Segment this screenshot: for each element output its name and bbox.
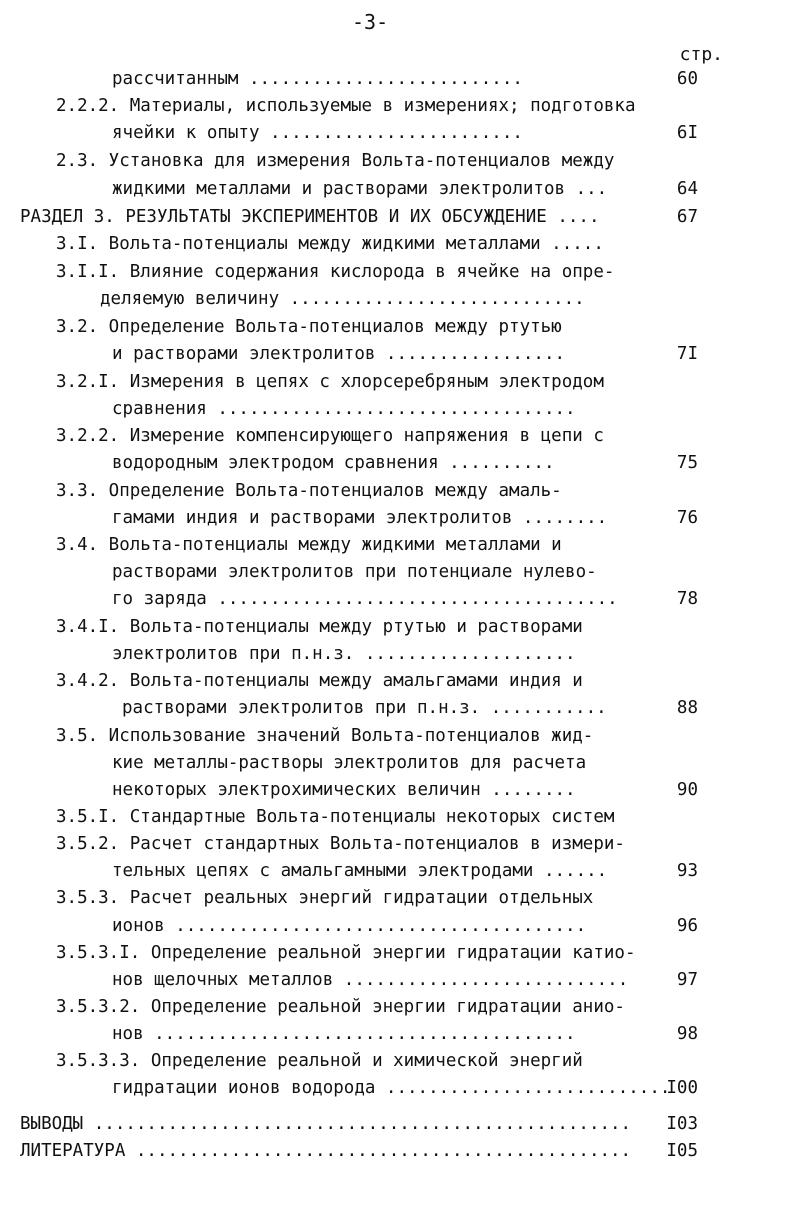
toc-line: 3.5.3.2. Определение реальной энергии гидратации анио-	[56, 997, 625, 1017]
toc-line: 2.3. Установка для измерения Вольта-потенциалов между	[56, 151, 615, 171]
toc-line: некоторых электрохимических величин ........	[112, 780, 576, 800]
toc-page: 6I	[676, 123, 698, 143]
toc-page: 64	[676, 179, 698, 199]
toc-line: тельных цепях с амальгамными электродами ......	[112, 861, 608, 881]
toc-page: 88	[676, 698, 698, 718]
toc-line: ЛИТЕРАТУРА ...............................................	[20, 1141, 632, 1161]
toc-line: и растворами электролитов .................	[112, 344, 566, 364]
toc-page: 76	[676, 508, 698, 528]
toc-line: 3.2.I. Измерения в цепях с хлорсеребряным электродом	[56, 372, 604, 392]
toc-page: 75	[676, 453, 698, 473]
toc-line: 3.4.2. Вольта-потенциалы между амальгамами индия и	[56, 671, 583, 691]
page-number: -3-	[352, 10, 389, 34]
toc-line: 3.5.2. Расчет стандартных Вольта-потенциалов в измери-	[56, 834, 625, 854]
toc-line: 3.5.I. Стандартные Вольта-потенциалы некоторых систем	[56, 807, 615, 827]
toc-line: жидкими металлами и растворами электролитов ...	[112, 179, 608, 199]
toc-page: 90	[676, 780, 698, 800]
toc-line: 3.5.3.I. Определение реальной энергии гидратации катио-	[56, 943, 636, 963]
toc-line: РАЗДЕЛ 3. РЕЗУЛЬТАТЫ ЭКСПЕРИМЕНТОВ И ИХ ОБСУЖДЕНИЕ ....	[20, 207, 600, 227]
toc-line: го заряда ......................................	[112, 589, 618, 609]
toc-line: кие металлы-растворы электролитов для расчета	[112, 753, 587, 773]
toc-page: 98	[676, 1024, 698, 1044]
toc-line: нов ........................................	[112, 1024, 576, 1044]
toc-page: 67	[676, 207, 698, 227]
toc-line: растворами электролитов при п.н.з. ...........	[122, 698, 607, 718]
toc-line: 2.2.2. Материалы, используемые в измерениях; подготовка	[56, 96, 636, 116]
toc-line: 3.2. Определение Вольта-потенциалов между ртутью	[56, 317, 562, 337]
toc-line: гидратации ионов водорода ...........................	[112, 1078, 671, 1098]
toc-page: 60	[676, 69, 698, 89]
toc-page: 93	[676, 861, 698, 881]
toc-line: электролитов при п.н.з. ....................	[112, 644, 576, 664]
toc-line: 3.4. Вольта-потенциалы между жидкими металлами и	[56, 535, 562, 555]
toc-line: ВЫВОДЫ ...................................................	[20, 1114, 632, 1134]
toc-line: 3.5. Использование значений Вольта-потенциалов жид-	[56, 726, 594, 746]
toc-page: I05	[666, 1141, 698, 1161]
toc-line: 3.4.I. Вольта-потенциалы между ртутью и растворами	[56, 617, 583, 637]
toc-line: 3.2.2. Измерение компенсирующего напряжения в цепи с	[56, 426, 604, 446]
toc-line: деляемую величину ............................	[100, 289, 585, 309]
toc-page: 96	[676, 916, 698, 936]
toc-line: нов щелочных металлов ...........................	[112, 970, 629, 990]
toc-page: I03	[666, 1114, 698, 1134]
toc-page: 7I	[676, 344, 698, 364]
toc-line: сравнения ..................................	[112, 399, 576, 419]
toc-page: 97	[676, 970, 698, 990]
toc-line: ионов .......................................	[112, 916, 587, 936]
toc-line: рассчитанным ..........................	[112, 69, 523, 89]
toc-page: 78	[676, 589, 698, 609]
toc-line: 3.I. Вольта-потенциалы между жидкими металлами .....	[56, 234, 604, 254]
toc-line: 3.I.I. Влияние содержания кислорода в ячейке на опре-	[56, 262, 615, 282]
toc-line: водородным электродом сравнения ..........	[112, 453, 555, 473]
toc-line: 3.3. Определение Вольта-потенциалов между амаль-	[56, 481, 562, 501]
page-column-header: стр.	[679, 44, 723, 65]
toc-line: 3.5.3.3. Определение реальной и химической энергий	[56, 1051, 583, 1071]
toc-page: I00	[666, 1078, 698, 1098]
toc-line: гамами индия и растворами электролитов ........	[112, 508, 608, 528]
toc-line: растворами электролитов при потенциале нулево-	[112, 562, 597, 582]
toc-line: 3.5.3. Расчет реальных энергий гидратации отдельных	[56, 888, 594, 908]
toc-line: ячейки к опыту ........................	[112, 123, 523, 143]
